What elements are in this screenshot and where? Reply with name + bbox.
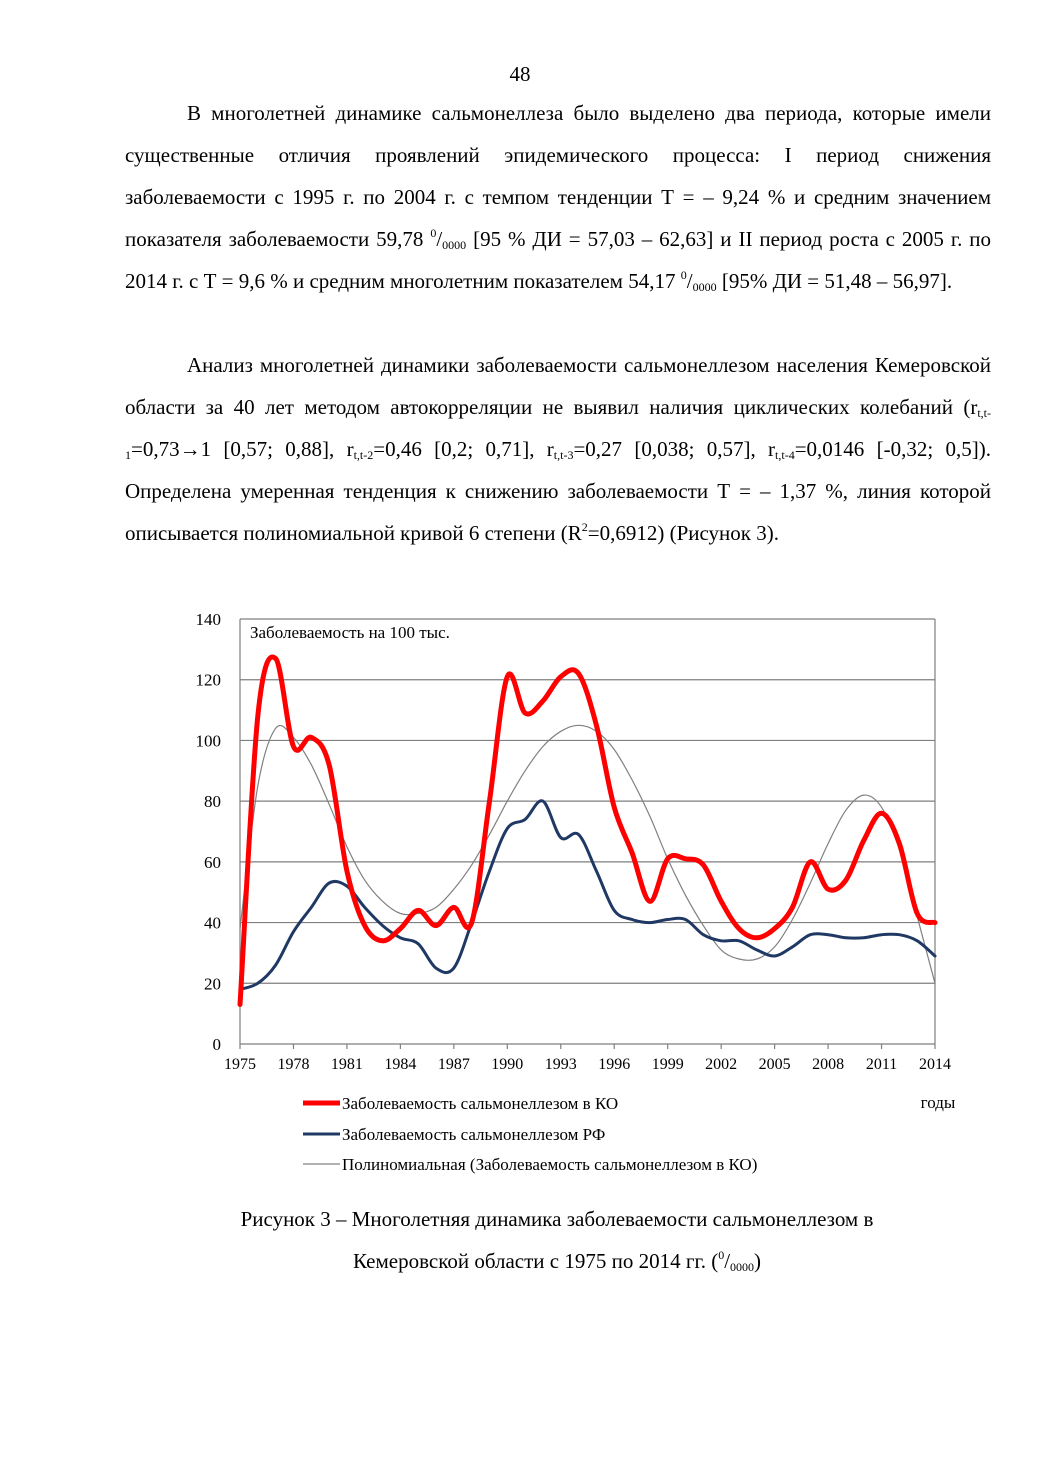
x-tick-label: 2005 — [758, 1056, 791, 1073]
paragraph-autocorrelation: Анализ многолетней динамики заболеваемости сальмонеллезом населения Кемеровской области за 40 лет методом автокорреляции не выявил наличия циклических колебаний ($r_{t,t-1}=0,73\to 1$ [0,57; 0,88], $r_{t,t-2}=0,46$ [0,2; 0,71], $r_{t,t-3}=0,27$ [0,038; 0,57], $r_{t,t-4}=0,0146$ [-0,32; 0,5]). Определена умеренная тенденция к снижению заболеваемости Т = – 1,37 %, линия которой описывается полиномиальной кривой 6 степени $(R^2=0,6912)$ (Рисунок 3). — [125, 353, 991, 545]
x-tick-label: 1987 — [437, 1056, 470, 1073]
legend-label-1: Заболеваемость сальмонеллезом в КО — [342, 1094, 619, 1113]
x-tick-label: 1978 — [277, 1056, 310, 1073]
y-tick-label: 60 — [204, 852, 221, 872]
page-number: 48 — [509, 62, 531, 86]
y-tick-label: 80 — [204, 792, 221, 812]
series-line-2 — [240, 801, 935, 990]
x-tick-label: 1984 — [384, 1056, 417, 1073]
series-line-1 — [240, 657, 935, 1005]
y-tick-label: 20 — [204, 974, 221, 994]
y-tick-label: 120 — [195, 670, 221, 690]
x-tick-label: 1990 — [491, 1056, 524, 1073]
x-tick-label: 2002 — [705, 1056, 738, 1073]
y-tick-label: 0 — [212, 1035, 221, 1054]
x-tick-label: 2014 — [919, 1056, 951, 1073]
paragraph-periods: В многолетней динамике сальмонеллеза было выделено два периода, которые имели существенные отличия проявлений эпидемического процесса: I период снижения заболеваемости с 1995 г. по 2004 г. с темпом тенденции Т = – 9,24 % и средним значением показателя заболеваемости 59,78 $^0/_{0000}$ [95 % ДИ = 57,03 – 62,63] и II период роста с 2005 г. по 2014 г. с Т = 9,6 % и средним многолетним показателем 54,17 $^0/_{0000}$ [95% ДИ = 51,48 – 56,97]. — [125, 101, 991, 294]
x-tick-label: 2008 — [812, 1056, 845, 1073]
x-tick-label: 1996 — [598, 1056, 631, 1073]
x-tick-label: 1993 — [544, 1056, 577, 1073]
y-tick-label: 140 — [195, 610, 221, 629]
x-tick-label: 1981 — [330, 1056, 363, 1073]
legend-label-3: Полиномиальная (Заболеваемость сальмонеллезом в КО) — [342, 1155, 758, 1174]
x-axis-label: годы — [920, 1093, 956, 1112]
x-tick-label: 1975 — [224, 1056, 256, 1073]
x-tick-label: 2011 — [865, 1056, 898, 1073]
incidence-chart — [180, 600, 980, 1190]
y-tick-label: 40 — [204, 913, 221, 933]
legend-label-2: Заболеваемость сальмонеллезом РФ — [342, 1125, 606, 1144]
y-tick-label: 100 — [195, 731, 221, 751]
figure-caption-line1: Рисунок 3 – Многолетняя динамика заболеваемости сальмонеллезом в — [240, 1207, 874, 1231]
x-tick-label: 1999 — [651, 1056, 684, 1073]
figure-caption-line2: Кемеровской области с 1975 по 2014 гг. $(^0/_{0000})$ — [352, 1248, 762, 1274]
chart-inner-label: Заболеваемость на 100 тыс. — [250, 623, 450, 642]
